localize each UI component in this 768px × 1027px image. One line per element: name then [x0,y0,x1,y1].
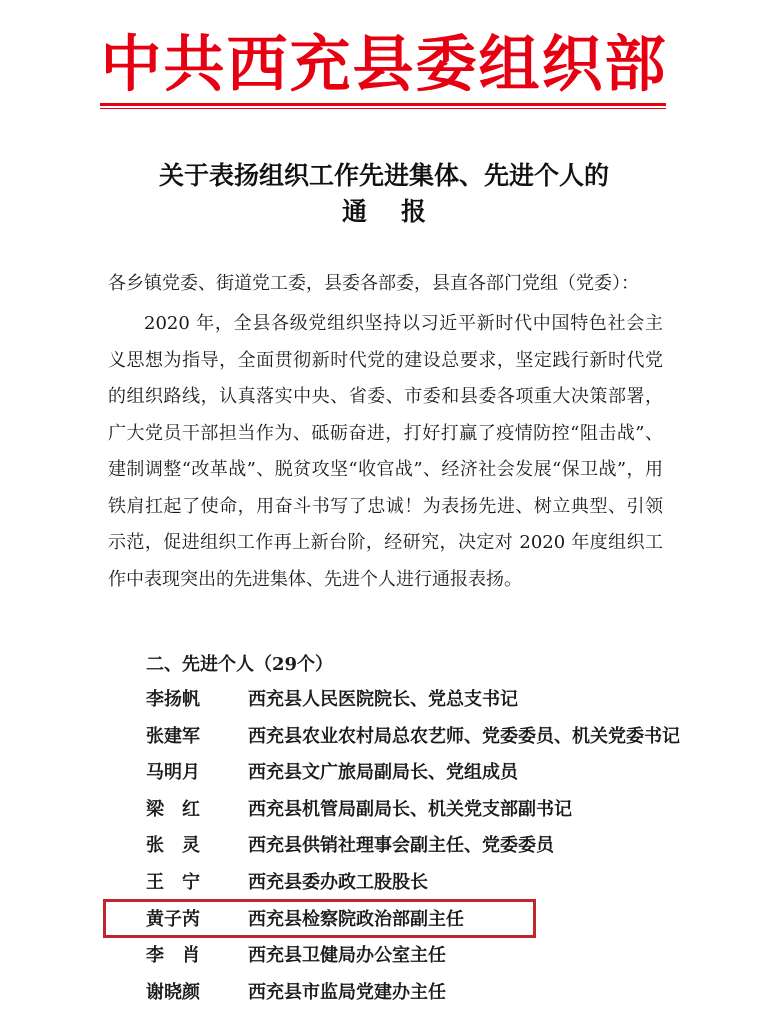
person-name: 黄子芮 [146,908,200,930]
person-name: 梁 红 [146,798,200,820]
list-item [146,761,706,798]
person-title: 西充县委办政工股股长 [248,871,428,893]
list-item [146,688,706,725]
person-title: 西充县人民医院院长、党总支书记 [248,689,518,710]
person-title: 西充县供销社理事会副主任、党委委员 [248,835,554,857]
highlight-box [103,899,536,938]
list-item [146,981,706,1018]
list-item [146,944,706,981]
section-heading: 二、先进个人（29个） [146,654,334,675]
person-name: 张建军 [146,725,200,747]
person-name: 王 宁 [146,871,200,893]
list-item [146,725,706,762]
person-name: 谢晓颜 [146,981,200,1003]
letterhead-rule-thin [100,108,666,109]
person-title: 西充县检察院政治部副主任 [248,908,464,930]
list-item [146,798,706,835]
person-name: 马明月 [146,762,200,784]
document-title: 关于表扬组织工作先进集体、先进个人的 [158,161,609,190]
salutation: 各乡镇党委、街道党工委，县委各部委，县直各部门党组（党委）： [108,273,639,294]
person-title: 西充县卫健局办公室主任 [248,945,446,967]
person-list [146,688,706,1017]
person-name: 张 灵 [146,835,200,857]
list-item [146,834,706,871]
person-title: 西充县文广旅局副局长、党组成员 [248,762,518,784]
letterhead-rule [100,103,666,106]
person-title: 西充县市监局党建办主任 [248,981,446,1003]
person-title: 西充县机管局副局长、机关党支部副书记 [248,798,572,820]
person-name: 李 肖 [146,945,200,967]
person-title: 西充县农业农村局总农艺师、党委委员、机关党委书记 [248,725,680,747]
letterhead-org-name: 中共西充县委组织部 [100,29,668,100]
body-paragraph: 2020 年，全县各级党组织坚持以习近平新时代中国特色社会主义思想为指导，全面贯彻新时代党的建设总要求，坚定践行新时代党的组织路线，认真落实中央、省委、市委和县委各项重大决策部署，广大党员干部担当作为、砥砺奋进，打好打赢了疫情防控“阻击战”、建制调整“改革战”、脱贫攻坚“收官战”、经济社会发展“保卫战”，用铁肩扛起了使命，用奋斗书写了忠诚！为表扬先进、树立典型、引领示范，促进组织工作再上新台阶，经研究，决定对 2020 年度组织工作中表现突出的先进集体、先进个人进行通报表扬。 [108,313,663,590]
document-title-subtitle: 通报 [341,197,460,226]
person-name: 李扬帆 [146,689,200,710]
